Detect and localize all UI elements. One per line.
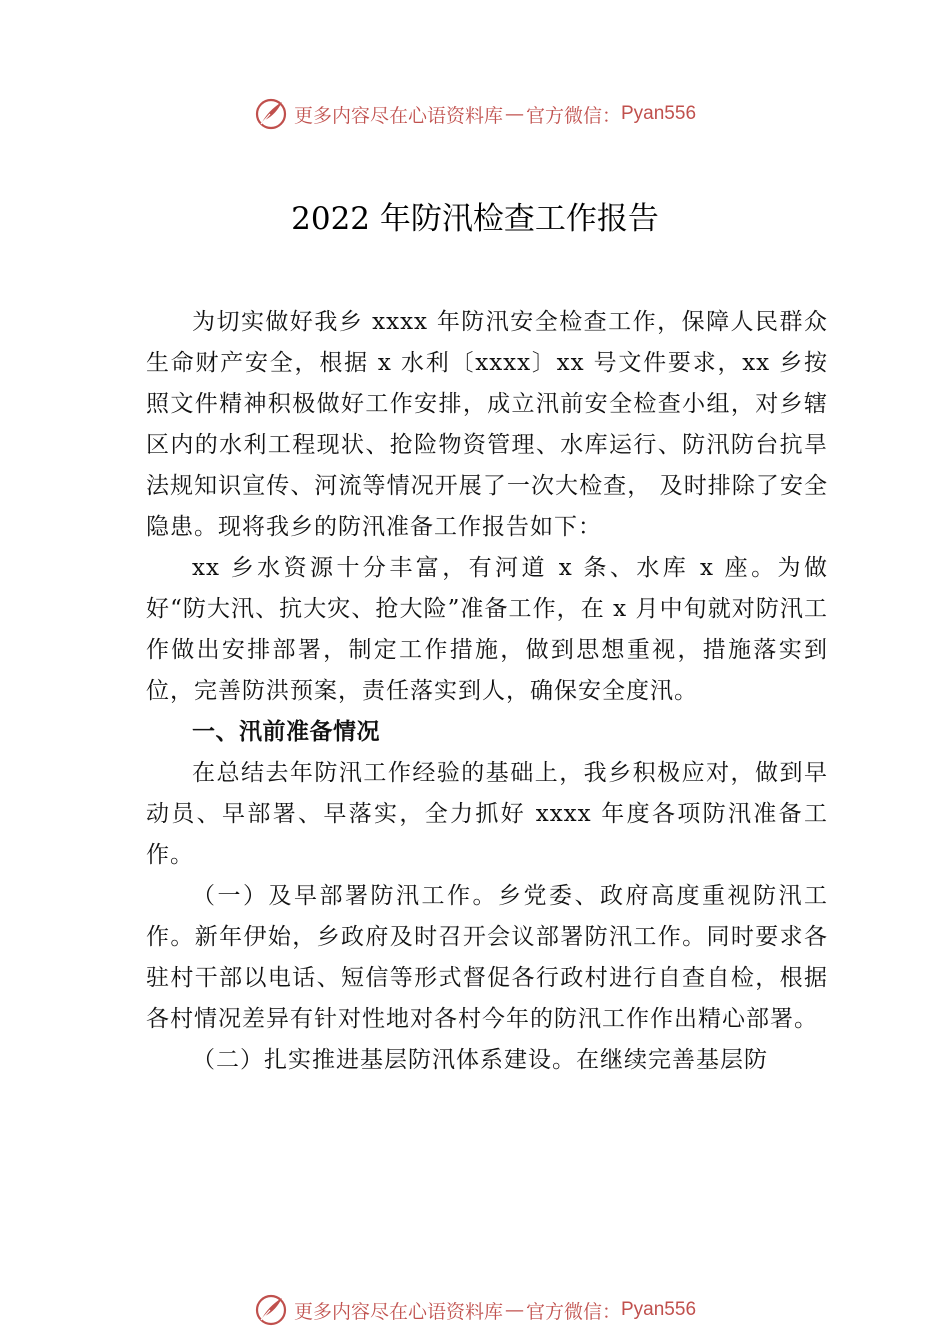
page-title: 2022 年防汛检查工作报告 <box>291 201 659 237</box>
footer-wechat-label: 官方微信： <box>525 1300 621 1323</box>
paragraph: （一）及早部署防汛工作。乡党委、政府高度重视防汛工作。新年伊始，乡政府及时召开会议部署防汛工作。同时要求各驻村干部以电话、短信等形式督促各行政村进行自查自检，根据各村情况差异有针对性地对各村今年的防汛工作作出精心部署。 <box>146 883 828 1032</box>
header-banner <box>0 94 950 134</box>
section-heading: 一、汛前准备情况 <box>192 719 380 745</box>
header-text: 更多内容尽在心语资料库 <box>293 104 503 127</box>
paragraph: 为切实做好我乡 xxxx 年防汛安全检查工作，保障人民群众生命财产安全，根据 x 水利〔xxxx〕xx 号文件要求，xx 乡按照文件精神积极做好工作安排，成立汛前安全检查小组，对乡辖区内的水利工程现状、抢险物资管理、水库运行、防汛防台抗旱法规知识宣传、河流等情况开展了一次大检查， 及时排除了安全隐患。现将我乡的防汛准备工作报告如下： <box>146 309 828 540</box>
paragraph: 在总结去年防汛工作经验的基础上，我乡积极应对，做到早动员、早部署、早落实，全力抓好 xxxx 年度各项防汛准备工作。 <box>146 760 828 868</box>
header-wechat-label: 官方微信： <box>525 104 621 127</box>
footer-separator: — <box>504 1299 524 1321</box>
footer-text: 更多内容尽在心语资料库 <box>293 1300 503 1323</box>
feather-pen-logo-icon <box>254 97 288 131</box>
paragraph: xx 乡水资源十分丰富，有河道 x 条、水库 x 座。为做好“防大汛、抗大灾、抢大险”准备工作，在 x 月中旬就对防汛工作做出安排部署，制定工作措施，做到思想重视，措施落实到位，完善防洪预案，责任落实到人，确保安全度汛。 <box>146 555 828 704</box>
paragraph: （二）扎实推进基层防汛体系建设。在继续完善基层防 <box>192 1047 768 1073</box>
footer-banner <box>0 1290 950 1330</box>
header-wechat-id: Pyan556 <box>621 103 697 124</box>
document-body <box>146 302 828 1081</box>
footer-wechat-id: Pyan556 <box>621 1299 697 1320</box>
header-separator: — <box>504 103 524 125</box>
feather-pen-logo-icon <box>254 1293 288 1327</box>
